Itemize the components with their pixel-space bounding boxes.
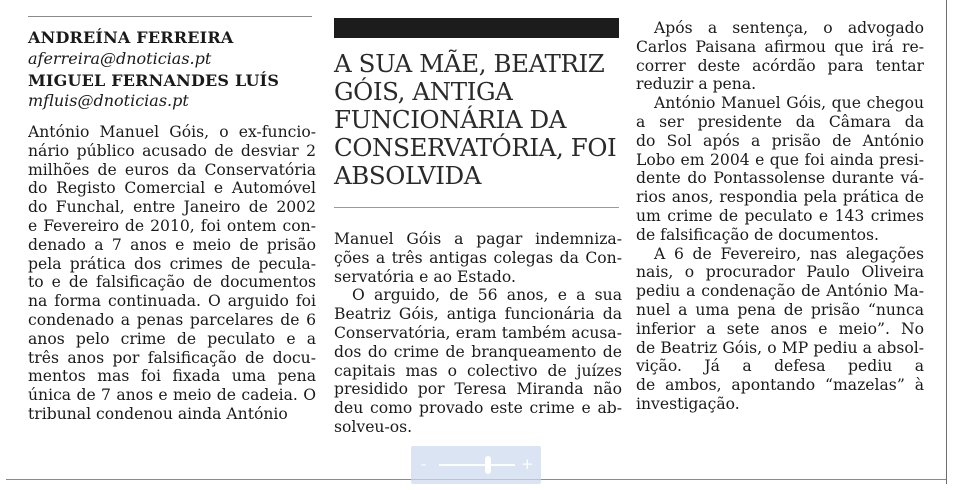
text-line: Carlos Paisana afirmou que irá re-: [636, 37, 924, 56]
text-line: Beatriz Góis, antiga funcionária da: [334, 305, 622, 324]
text-line: rios anos, respondia pela prática de: [636, 188, 924, 207]
text-line: condenado a penas parcelares de 6: [28, 310, 316, 329]
text-line: na forma continuada. O arguido foi: [28, 292, 316, 311]
text-line: capitais mas o colectivo de juízes: [334, 361, 622, 380]
text-line: mentos mas foi fixada uma pena: [28, 367, 316, 386]
text-line: Lobo em 2004 e que foi ainda presi-: [636, 150, 924, 169]
text-line: deu como provado este crime e ab-: [334, 399, 622, 418]
text-line: inferior a sete anos e meio”. No: [636, 319, 924, 338]
text-line: três anos por falsificação de docu-: [28, 348, 316, 367]
text-line: dos do crime de branqueamento de: [334, 342, 622, 361]
text-line: um crime de peculato e 143 crimes: [636, 206, 924, 225]
article-body: [636, 19, 924, 414]
text-line: nais, o procurador Paulo Oliveira: [636, 263, 924, 282]
text-line: António Manuel Góis, que chegou: [654, 94, 924, 113]
headline-bar: [334, 18, 619, 38]
text-line: to e de falsificação de documentos: [28, 273, 316, 292]
text-line: e Fevereiro de 2010, foi ontem con-: [28, 216, 316, 235]
text-line: pediu a condenação de António Ma-: [636, 282, 924, 301]
text-line: anos pelo crime de peculato e a: [28, 329, 316, 348]
text-line: António Manuel Góis, o ex-funcio-: [28, 123, 316, 141]
article-body: [28, 123, 316, 424]
text-line: nário público acusado de desviar 2: [28, 141, 316, 160]
top-rule: [28, 16, 312, 17]
author-name: ANDREÍNA FERREIRA: [28, 28, 234, 47]
text-line: pela prática dos crimes de peculа-: [28, 254, 316, 273]
text-line: milhões de euros da Conservatória: [28, 160, 316, 179]
page-edge: [946, 0, 947, 484]
text-line: O arguido, de 56 anos, e a sua: [352, 286, 622, 305]
text-line: única de 7 anos e meio de cadeia. O: [28, 386, 316, 405]
text-line: presidido por Teresa Miranda não: [334, 380, 622, 399]
text-line: a ser presidente da Câmara da: [636, 112, 924, 131]
zoom-control: [411, 446, 541, 484]
text-line: do Funchal, entre Janeiro de 2002: [28, 198, 316, 217]
text-line: reduzir a pena.: [636, 75, 757, 94]
text-line: Conservatória, eram também acusa-: [334, 323, 622, 342]
zoom-out-button[interactable]: -: [421, 455, 427, 473]
text-line: servatória e ao Estado.: [334, 267, 516, 286]
text-line: solveu-os.: [334, 417, 413, 436]
text-line: do Sol após a prisão de António: [636, 131, 924, 150]
text-line: investigação.: [636, 394, 740, 413]
headline: A SUA MÃE, BEATRIZ GÓIS, ANTIGA FUNCIONÁRIA DA CONSERVATÓRIA, FOI ABSOLVIDA: [334, 49, 617, 190]
headline-rule: [334, 207, 619, 208]
text-line: de ambos, apontando “mazelas” à: [636, 376, 924, 395]
zoom-slider-track[interactable]: [439, 464, 515, 466]
text-line: nuel a uma pena de prisão “nunca: [636, 300, 924, 319]
text-line: dente do Pontassolense durante vá-: [636, 169, 924, 188]
article-body: [334, 230, 622, 437]
author-name: MIGUEL FERNANDES LUÍS: [28, 71, 280, 90]
zoom-in-button[interactable]: +: [521, 455, 534, 473]
text-line: vição. Já a defesa pediu a: [636, 357, 924, 376]
zoom-slider-thumb[interactable]: [485, 456, 491, 474]
text-line: denado a 7 anos e meio de prisão: [28, 235, 316, 254]
text-line: Manuel Góis a pagar indemniza-: [334, 230, 622, 248]
text-line: de falsificação de documentos.: [636, 225, 880, 244]
text-line: tribunal condenou ainda António: [28, 404, 288, 423]
author-email[interactable]: mfluis@dnoticias.pt: [28, 91, 189, 110]
text-line: Após a sentença, o advogado: [654, 19, 924, 37]
text-line: de Beatriz Góis, o MP pediu a absol-: [636, 338, 924, 357]
text-line: do Registo Comercial e Automóvel: [28, 179, 316, 198]
author-email[interactable]: aferreira@dnoticias.pt: [28, 49, 212, 68]
text-line: A 6 de Fevereiro, nas alegações: [654, 244, 924, 263]
text-line: correr deste acórdão para tentar: [636, 56, 924, 75]
text-line: ções a três antigas colegas da Con-: [334, 248, 622, 267]
